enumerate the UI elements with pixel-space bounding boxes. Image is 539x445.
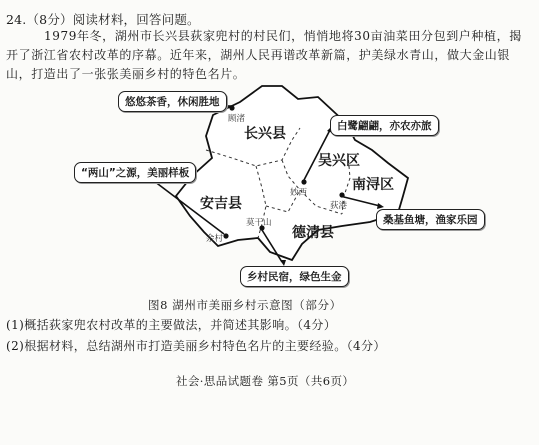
figure-caption: 图8 湖州市美丽乡村示意图（部分） xyxy=(148,298,342,312)
county-deqing: 德清县 xyxy=(292,225,334,241)
town-dot-digang xyxy=(339,192,344,197)
callout-liangshan: “两山”之源，美丽样板 xyxy=(74,162,196,183)
callout-homestay: 乡村民宿，绿色生金 xyxy=(240,266,349,287)
callout-fish: 桑基鱼塘，渔家乐园 xyxy=(376,209,485,230)
subquestion-2: (2)根据材料，总结湖州市打造美丽乡村特色名片的主要经验。（4分） xyxy=(6,339,386,353)
town-dot-yucun xyxy=(223,233,228,238)
town-label-moganshan: 莫干山 xyxy=(246,218,272,228)
question-header: 24.（8分）阅读材料，回答问题。 xyxy=(6,12,200,27)
town-label-miaoxi: 妙西 xyxy=(290,188,308,198)
county-changxing: 长兴县 xyxy=(244,126,286,142)
town-dot-miaoxi xyxy=(301,179,306,184)
town-label-gudu: 顾渚 xyxy=(228,114,246,124)
county-anji: 安吉县 xyxy=(200,196,242,212)
county-nanxun: 南浔区 xyxy=(352,177,394,193)
town-label-yucun: 余村 xyxy=(206,234,224,244)
question-material: 1979年冬，湖州市长兴县荻家兜村的村民们，悄悄地将30亩油菜田分包到户种植，揭开了浙江省农村改革的序幕。近年来，湖州人民再谱改革新篇，护美绿水青山，做大金山银山，打造出了一张张美丽乡村的特色名片。 xyxy=(6,29,522,81)
town-label-digang: 荻港 xyxy=(330,201,348,211)
subquestion-1: (1)概括荻家兜农村改革的主要做法，并简述其影响。（4分） xyxy=(6,318,337,332)
page-footer: 社会·思品试题卷 第5页（共6页） xyxy=(176,374,355,388)
callout-tea: 悠悠茶香，休闲胜地 xyxy=(118,91,227,112)
county-wuxing: 吴兴区 xyxy=(318,153,360,169)
callout-egret: 白鹭翩翩，亦农亦旅 xyxy=(330,115,439,136)
